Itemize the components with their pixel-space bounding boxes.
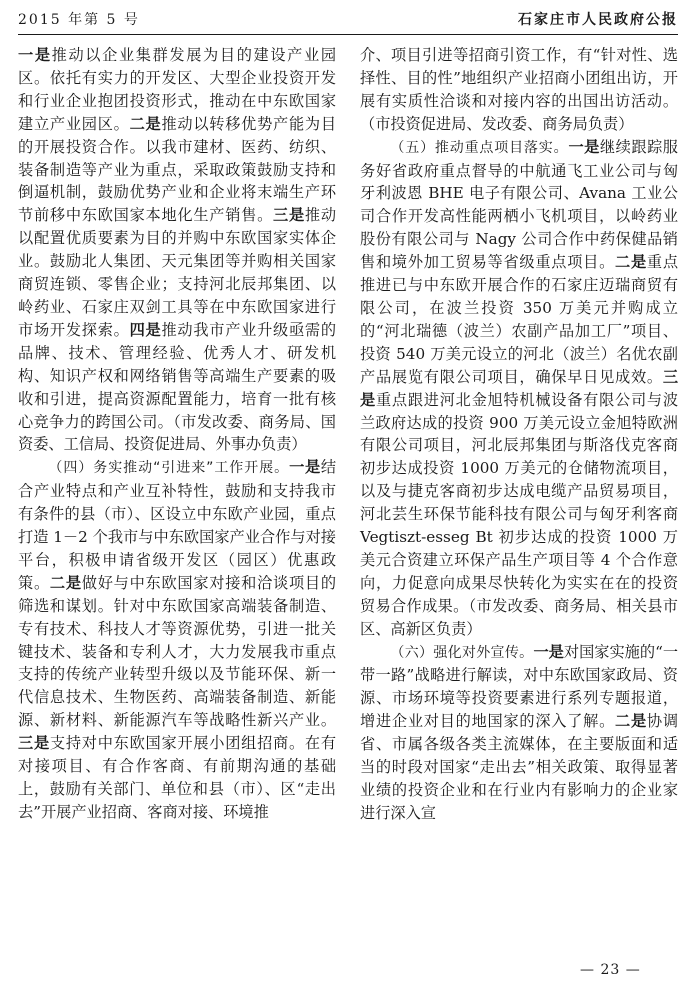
body-text: 结合产业特点和产业互补特性，鼓励和支持我市有条件的县（市）、区设立中东欧产业园，重点打造 1－2 个我市与中东欧国家产业合作与对接平台，积极申请省级开发区（园区）优惠政策。 [18,458,336,592]
emphasis-lead: 一是 [289,458,321,477]
section-heading: （五）推动重点项目落实。 [390,139,569,156]
body-text: 对国家实施的“一带一路”战略进行解读，对中东欧国家政局、资源、市场环境等投资要素进行系列专题报道，增进企业对目的地国家的深入了解。 [360,642,679,731]
body-text: 重点跟进河北金旭特机械设备有限公司与波兰政府达成的投资 900 万美元设立金旭特欧洲有限公司项目，河北辰邦集团与斯洛伐克客商初步达成投资 1000 万美元的仓储物流项目，以及与捷克客商初步达成电缆产品贸易项目，河北芸生环保节能科技有限公司与匈牙利客商 Vegtiszt-esseg Bt 初步达成的投资 1000 万美元合资建立环保产品生产项目等 4 个合作意向，力促意向成果尽快转化为实实在在的投资贸易合作成果。（市发改委、商务局、相关县市区、高新区负责） [360,390,678,638]
paragraph [18,44,336,456]
body-text: 重点推进已与中东欧开展合作的石家庄迈瑞商贸有限公司，在波兰投资 350 万美元并购成立的“河北瑞德（波兰）农副产品加工厂”项目、投资 540 万美元设立的河北（波兰）名优农副产品展览有限公司项目，确保早日见成效。 [360,253,678,386]
body-text: 做好与中东欧国家对接和洽谈项目的筛选和谋划。针对中东欧国家高端装备制造、专有技术、科技人才等资源优势，引进一批关键技术、装备和专利人才，大力发展我市重点支持的传统产业转型升级以及节能环保、新一代信息技术、生物医药、高端装备制造、新能源、新材料、新能源汽车等战略性新兴产业。 [18,573,336,730]
publication-title: 石家庄市人民政府公报 [518,12,678,28]
emphasis-lead: 三是 [18,734,50,753]
emphasis-lead: 二是 [49,573,82,592]
paragraph [360,44,678,136]
paragraph [18,456,336,824]
page-header [18,0,678,38]
emphasis-lead: 三是 [273,206,305,225]
emphasis-lead: 二是 [615,712,647,731]
body-text: 推动以企业集群发展为目的建设产业园区。依托有实力的开发区、大型企业投资开发和行业企业抱团投资形式，推动在中东欧国家建立产业园区。 [18,46,337,133]
left-column [18,44,336,824]
body-text: 支持对中东欧国家开展小团组招商。在有对接项目、有合作客商、有前期沟通的基础上，鼓励有关部门、单位和县（市）、区“走出去”开展产业招商、客商对接、环境推 [18,734,336,821]
paragraph [360,641,678,825]
body-text: 推动我市产业升级亟需的品牌、技术、管理经验、优秀人才、研发机构、知识产权和网络销售等高端生产要素的吸收和引进，提高资源配置能力，培育一批有核心竞争力的跨国公司。（市发改委、商务局、国资委、工信局、投资促进局、外事办负责） [18,320,336,454]
right-column [360,44,678,825]
header-rule [18,34,678,35]
emphasis-lead: 一是 [533,642,564,661]
body-text: 继续跟踪服务好省政府重点督导的中航通飞工业公司与匈牙利波恩 BHE 电子有限公司、Avana 工业公司合作开发高性能两栖小飞机项目，以岭药业股份有限公司与 Nagy 公司合作中药保健品销售和境外加工贸易等省级重点项目。 [360,137,678,272]
body-text: 推动以配置优质要素为目的并购中东欧国家实体企业。鼓励北人集团、天元集团等并购相关国家商贸连锁、零售企业；支持河北辰邦集团、以岭药业、石家庄双剑工具等在中东欧国家进行市场开发探索。 [18,206,336,339]
emphasis-lead: 二是 [129,114,162,133]
body-text: 介、项目引进等招商引资工作，有“针对性、选择性、目的性”地组织产业招商小团组出访，开展有实质性洽谈和对接内容的出国出访活动。（市投资促进局、发改委、商务局负责） [360,46,678,133]
emphasis-lead: 二是 [615,253,647,272]
body-text: 协调省、市属各级各类主流媒体，在主要版面和适当的时段对国家“走出去”相关政策、取得显著业绩的投资企业和在行业内有影响力的企业家进行深入宣 [360,712,678,822]
emphasis-lead: 四是 [129,320,162,339]
emphasis-lead: 一是 [568,137,600,156]
emphasis-lead: 三是 [360,367,678,409]
paragraph [360,136,678,641]
issue-label: 2015 年第 5 号 [18,12,140,28]
body-text: 推动以转移优势产能为目的开展投资合作。以我市建材、医药、纺织、装备制造等产业为重点，采取政策鼓励支持和倒逼机制，鼓励优势产业和企业将末端生产环节前移中东欧国家本地化生产销售。 [18,114,336,225]
page-number: — 23 — [580,962,641,978]
section-heading: （四）务实推动“引进来”工作开展。 [48,460,290,477]
section-heading: （六）强化对外宣传。 [390,644,534,661]
emphasis-lead: 一是 [18,46,52,64]
